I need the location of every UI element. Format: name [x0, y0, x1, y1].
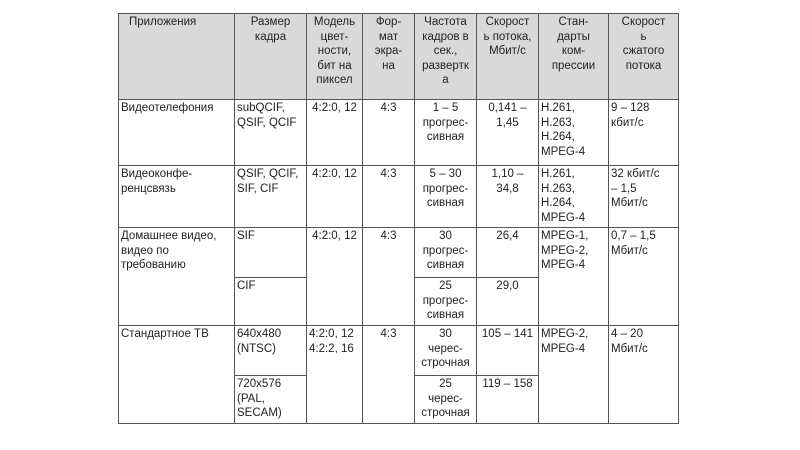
cell-compression-standards: MPEG-1, MPEG-2, MPEG-4 — [539, 228, 609, 326]
cell-stream-rate: 29,0 — [477, 278, 539, 326]
header-row — [119, 14, 679, 100]
cell-frame-rate: 30 черес- строчная — [415, 326, 477, 376]
cell-frame-rate: 1 – 5 прогрес- сивная — [415, 100, 477, 166]
video-applications-table — [118, 13, 679, 424]
slide — [118, 13, 679, 424]
cell-stream-rate: 105 – 141 — [477, 326, 539, 376]
cell-frame-rate: 5 – 30 прогрес- сивная — [415, 166, 477, 228]
cell-frame-size: CIF — [235, 278, 307, 326]
table-row — [119, 228, 679, 278]
header-stream-rate: Скорост ь потока, Мбит/с — [477, 14, 539, 100]
cell-application: Домашнее видео, видео по требованию — [119, 228, 235, 326]
cell-color-model: 4:2:0, 12 4:2:2, 16 — [307, 326, 363, 424]
cell-frame-rate: 25 прогрес- сивная — [415, 278, 477, 326]
cell-stream-rate: 119 – 158 — [477, 376, 539, 424]
cell-color-model: 4:2:0, 12 — [307, 228, 363, 326]
table-row — [119, 326, 679, 376]
cell-compression-standards: H.261, H.263, H.264, MPEG-4 — [539, 100, 609, 166]
cell-application: Стандартное ТВ — [119, 326, 235, 424]
header-compression-standards: Стан- дарты ком- прессии — [539, 14, 609, 100]
cell-compressed-rate: 4 – 20 Мбит/с — [609, 326, 679, 424]
cell-screen-format: 4:3 — [363, 100, 415, 166]
cell-stream-rate: 26,4 — [477, 228, 539, 278]
table-row — [119, 100, 679, 166]
cell-stream-rate: 1,10 – 34,8 — [477, 166, 539, 228]
cell-compressed-rate: 32 кбит/с – 1,5 Мбит/с — [609, 166, 679, 228]
cell-application: Видеотелефония — [119, 100, 235, 166]
cell-frame-size: subQCIF, QSIF, QCIF — [235, 100, 307, 166]
header-screen-format: Фор- мат экра- на — [363, 14, 415, 100]
cell-screen-format: 4:3 — [363, 228, 415, 326]
cell-compressed-rate: 0,7 – 1,5 Мбит/с — [609, 228, 679, 326]
header-frame-size: Размер кадра — [235, 14, 307, 100]
header-applications: Приложения — [119, 14, 235, 100]
header-compressed-rate: Скорост ь сжатого потока — [609, 14, 679, 100]
cell-compression-standards: MPEG-2, MPEG-4 — [539, 326, 609, 424]
cell-screen-format: 4:3 — [363, 326, 415, 424]
header-color-model: Модель цвет- ности, бит на пиксел — [307, 14, 363, 100]
cell-color-model: 4:2:0, 12 — [307, 100, 363, 166]
cell-screen-format: 4:3 — [363, 166, 415, 228]
cell-frame-rate: 25 черес- строчная — [415, 376, 477, 424]
cell-frame-size: QSIF, QCIF, SIF, CIF — [235, 166, 307, 228]
cell-frame-size: SIF — [235, 228, 307, 278]
cell-color-model: 4:2:0, 12 — [307, 166, 363, 228]
cell-stream-rate: 0,141 – 1,45 — [477, 100, 539, 166]
cell-frame-size: 720x576 (PAL, SECAM) — [235, 376, 307, 424]
cell-compressed-rate: 9 – 128 кбит/с — [609, 100, 679, 166]
table-row — [119, 166, 679, 228]
header-frame-rate: Частота кадров в сек., развертк а — [415, 14, 477, 100]
cell-compression-standards: H.261, H.263, H.264, MPEG-4 — [539, 166, 609, 228]
cell-application: Видеоконфе- ренцсвязь — [119, 166, 235, 228]
cell-frame-rate: 30 прогрес- сивная — [415, 228, 477, 278]
cell-frame-size: 640x480 (NTSC) — [235, 326, 307, 376]
